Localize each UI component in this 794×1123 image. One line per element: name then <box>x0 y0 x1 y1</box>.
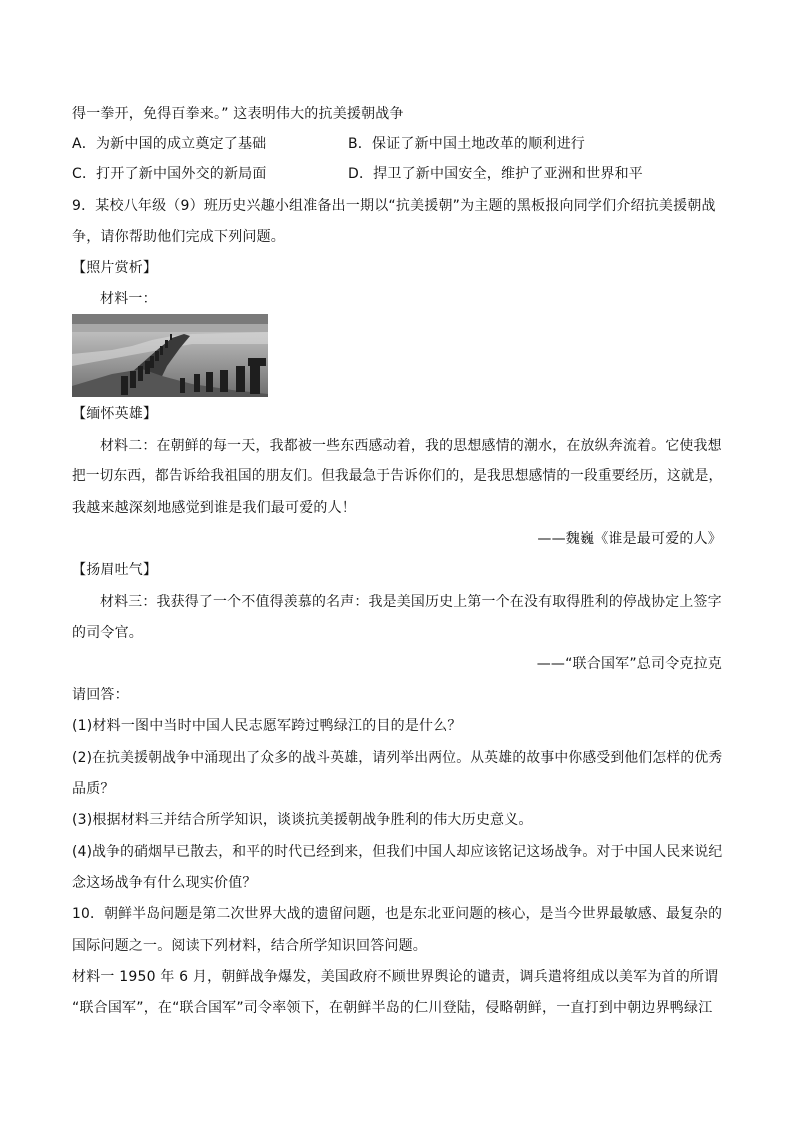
q8-option-c: C．打开了新中国外交的新局面 <box>72 166 267 182</box>
material2-source: ——魏巍《谁是最可爱的人》 <box>537 531 722 547</box>
volunteers-crossing-river-image <box>72 314 268 397</box>
q9-stem-line2: 争，请你帮助他们完成下列问题。 <box>72 229 285 245</box>
q8-option-d: D．捍卫了新中国安全，维护了亚洲和世界和平 <box>348 166 643 182</box>
q10-material1-line1: 材料一 1950 年 6 月，朝鲜战争爆发，美国政府不顾世界舆论的谴责，调兵遣将组成以美军为首的所谓 <box>72 969 719 985</box>
sub-question-2-line2: 品质？ <box>72 781 115 797</box>
q8-option-a: A．为新中国的成立奠定了基础 <box>72 136 267 152</box>
material3-line1: 材料三：我获得了一个不值得羡慕的名声：我是美国历史上第一个在没有取得胜利的停战协定上签字 <box>100 594 722 610</box>
section-proud-heading: 【扬眉吐气】 <box>72 562 158 578</box>
material1-photo <box>72 314 268 397</box>
section-hero-heading: 【缅怀英雄】 <box>72 406 158 422</box>
material2-line1: 材料二：在朝鲜的每一天，我都被一些东西感动着，我的思想感情的潮水，在放纵奔流着。它使我想 <box>100 438 722 454</box>
material1-label: 材料一： <box>100 291 157 307</box>
q10-stem-line2: 国际问题之一。阅读下列材料，结合所学知识回答问题。 <box>72 938 427 954</box>
material3-source: ——“联合国军”总司令克拉克 <box>536 656 722 672</box>
material2-line2: 把一切东西，都告诉给我祖国的朋友们。但我最急于告诉你们的，是我思想感情的一段重要经历，这就是， <box>72 468 723 484</box>
sub-question-3: (3)根据材料三并结合所学知识，谈谈抗美援朝战争胜利的伟大历史意义。 <box>72 812 533 828</box>
sub-question-4-line2: 念这场战争有什么现实价值？ <box>72 875 257 891</box>
sub-question-2-line1: (2)在抗美援朝战争中涌现出了众多的战斗英雄，请列举出两位。从英雄的故事中你感受到他们怎样的优秀 <box>72 750 723 766</box>
sub-question-4-line1: (4)战争的硝烟早已散去，和平的时代已经到来，但我们中国人却应该铭记这场战争。对于中国人民来说纪 <box>72 844 723 860</box>
q8-option-b: B．保证了新中国土地改革的顺利进行 <box>348 136 586 152</box>
material3-line2: 的司令官。 <box>72 625 143 641</box>
material2-line3: 我越来越深刻地感觉到谁是我们最可爱的人！ <box>72 500 356 516</box>
q9-stem-line1: 9．某校八年级（9）班历史兴趣小组准备出一期以“抗美援朝”为主题的黑板报向同学们介绍抗美援朝战 <box>72 198 716 214</box>
answer-prompt: 请回答： <box>72 687 129 703</box>
q10-material1-line2: “联合国军”，在“联合国军”司令率领下，在朝鲜半岛的仁川登陆，侵略朝鲜，一直打到中朝边界鸭绿江 <box>72 1000 713 1016</box>
q8-stem-tail: 得一拳开，免得百拳来。” 这表明伟大的抗美援朝战争 <box>72 106 404 122</box>
section-photo-heading: 【照片赏析】 <box>72 260 158 276</box>
sub-question-1: (1)材料一图中当时中国人民志愿军跨过鸭绿江的目的是什么？ <box>72 718 462 734</box>
q10-stem-line1: 10．朝鲜半岛问题是第二次世界大战的遗留问题，也是东北亚问题的核心，是当今世界最敏感、最复杂的 <box>72 906 723 922</box>
